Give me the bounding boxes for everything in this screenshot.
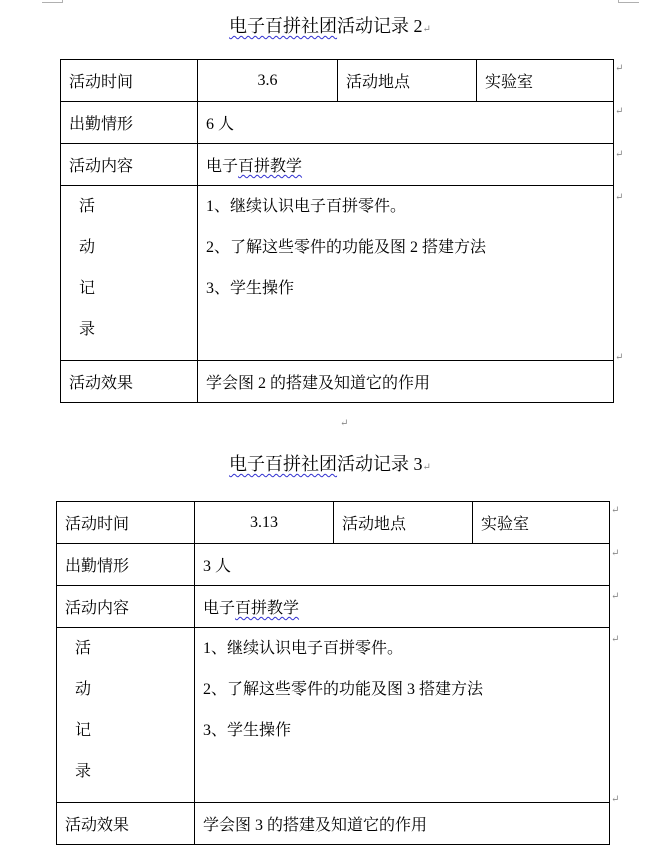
attendance-value[interactable]: 6 人: [198, 102, 614, 144]
time-label: 活动时间: [57, 502, 195, 544]
row-end-mark: ↵: [611, 794, 620, 805]
record-label: [57, 628, 195, 803]
record-label-char: 活: [79, 198, 96, 215]
table-row-effect: [61, 361, 614, 403]
table-row-record: [57, 628, 610, 803]
title-text: 活动记录 3: [337, 454, 423, 474]
content-value-underlined: 百拼教学: [238, 158, 303, 175]
record-content[interactable]: [198, 186, 614, 361]
place-value[interactable]: 实验室: [473, 502, 610, 544]
attendance-label: 出勤情形: [57, 544, 195, 586]
table-row-attendance: [61, 102, 614, 144]
record-label: [61, 186, 198, 361]
activity-record-table: [60, 59, 614, 403]
effect-value[interactable]: 学会图 2 的搭建及知道它的作用: [198, 361, 614, 403]
content-value[interactable]: [195, 586, 610, 628]
content-value[interactable]: [198, 144, 614, 186]
content-label: 活动内容: [61, 144, 198, 186]
row-end-mark: ↵: [615, 352, 624, 363]
record-line: 1、继续认识电子百拼零件。: [206, 198, 407, 215]
record-label-char: 动: [75, 681, 92, 698]
content-value-text: 电子: [203, 600, 236, 617]
time-value[interactable]: 3.13: [195, 502, 334, 544]
table-row-time: [61, 60, 614, 102]
table-row-content: [57, 586, 610, 628]
row-end-mark: ↵: [611, 591, 620, 602]
record-content[interactable]: [195, 628, 610, 803]
record-label-char: 活: [75, 640, 92, 657]
paragraph-mark: ↵: [422, 462, 431, 473]
record-label-char: 动: [79, 239, 96, 256]
title-text: 活动记录 2: [337, 16, 423, 36]
record-line: 1、继续认识电子百拼零件。: [203, 640, 404, 657]
row-end-mark: ↵: [611, 505, 620, 516]
content-value-underlined: 百拼教学: [235, 600, 300, 617]
time-value[interactable]: 3.6: [198, 60, 338, 102]
record-line: 3、学生操作: [203, 722, 292, 739]
effect-label: 活动效果: [57, 803, 195, 845]
row-end-mark: ↵: [611, 634, 620, 645]
row-end-mark: ↵: [615, 149, 624, 160]
row-end-mark: ↵: [615, 192, 624, 203]
page-corner-mark-left: [42, 0, 63, 3]
table-row-effect: [57, 803, 610, 845]
record-label-char: 记: [79, 280, 96, 297]
table-row-content: [61, 144, 614, 186]
activity-record-table: [56, 501, 610, 845]
content-label: 活动内容: [57, 586, 195, 628]
record-title: [0, 450, 660, 476]
title-underlined-text: 电子百拼社团: [229, 454, 338, 474]
table-row-record: [61, 186, 614, 361]
table-row-time: [57, 502, 610, 544]
record-title: [0, 12, 660, 38]
page-corner-mark-right: [618, 0, 639, 3]
table-row-attendance: [57, 544, 610, 586]
time-label: 活动时间: [61, 60, 198, 102]
paragraph-mark: ↵: [340, 418, 349, 429]
attendance-value[interactable]: 3 人: [195, 544, 610, 586]
effect-value[interactable]: 学会图 3 的搭建及知道它的作用: [195, 803, 610, 845]
effect-label: 活动效果: [61, 361, 198, 403]
content-value-text: 电子: [206, 158, 239, 175]
record-line: 2、了解这些零件的功能及图 2 搭建方法: [206, 239, 487, 256]
place-value[interactable]: 实验室: [477, 60, 614, 102]
attendance-label: 出勤情形: [61, 102, 198, 144]
title-underlined-text: 电子百拼社团: [229, 16, 338, 36]
record-label-char: 录: [79, 321, 96, 338]
record-label-char: 记: [75, 722, 92, 739]
paragraph-mark: ↵: [422, 24, 431, 35]
record-line: 2、了解这些零件的功能及图 3 搭建方法: [203, 681, 484, 698]
row-end-mark: ↵: [615, 63, 624, 74]
row-end-mark: ↵: [611, 548, 620, 559]
record-line: 3、学生操作: [206, 280, 295, 297]
place-label: 活动地点: [334, 502, 473, 544]
record-label-char: 录: [75, 763, 92, 780]
row-end-mark: ↵: [615, 106, 624, 117]
place-label: 活动地点: [338, 60, 477, 102]
